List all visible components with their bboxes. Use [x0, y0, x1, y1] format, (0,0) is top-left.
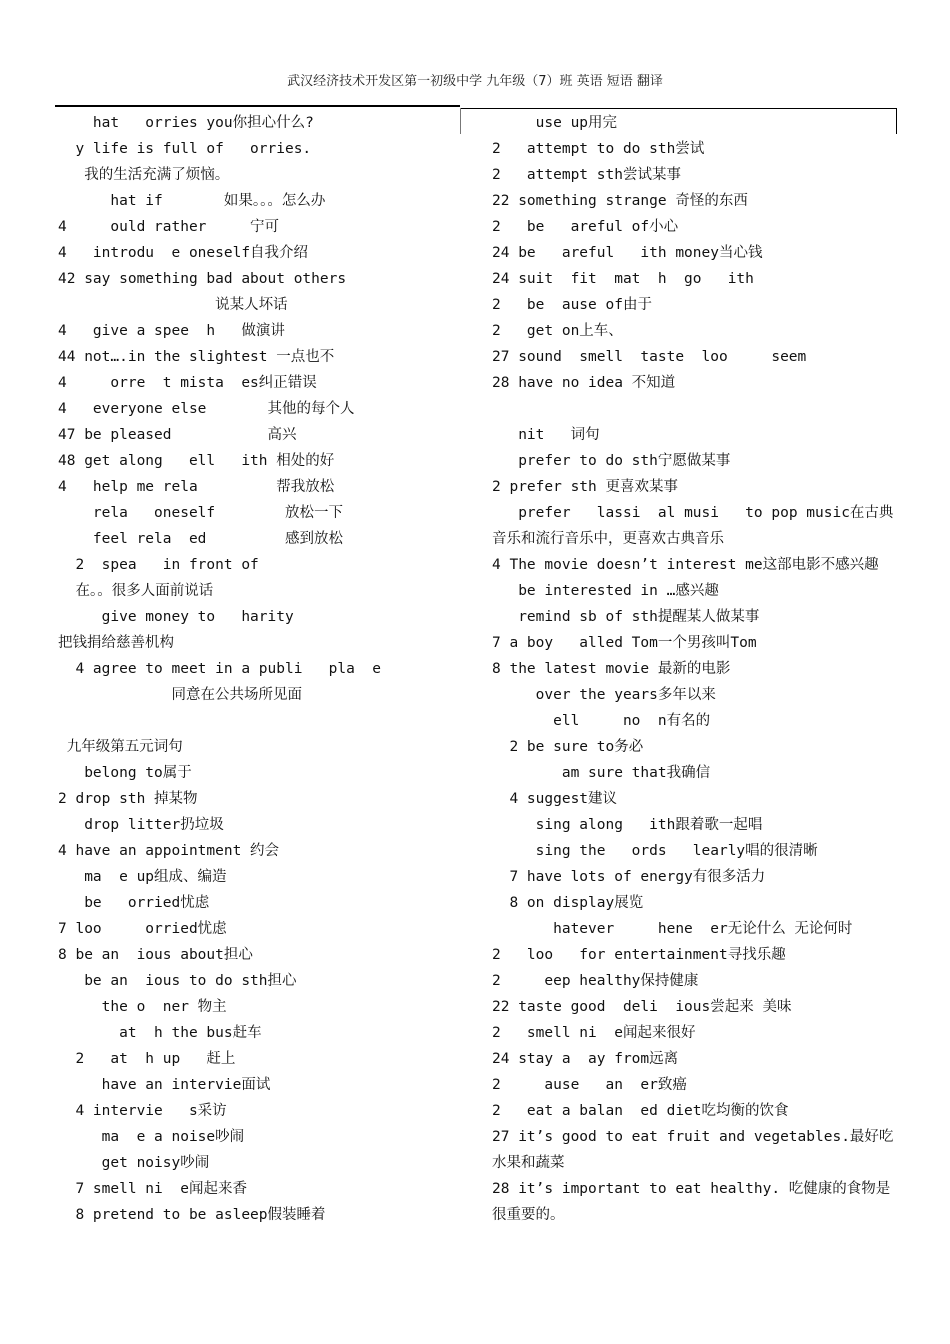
left-phrase-line: 4 help me rela 帮我放松: [58, 479, 335, 495]
left-phrase-line: give money to harity: [58, 609, 294, 625]
left-phrase-line: 42 say something bad about others: [58, 271, 347, 287]
left-phrase-line: rela oneself 放松一下: [58, 505, 343, 521]
left-phrase-line: [58, 708, 458, 734]
left-phrase-line: 4 orre t mista es纠正错误: [58, 375, 317, 391]
right-phrase-line: 2 loo for entertainment寻找乐趣: [492, 947, 786, 963]
right-phrase-line: 2 be sure to务必: [492, 739, 644, 755]
left-phrase-line: 4 give a spee h 做演讲: [58, 323, 285, 339]
right-phrase-line: 7 have lots of energy有很多活力: [492, 869, 766, 885]
right-phrase-line: 2 get on上车、: [492, 323, 623, 339]
right-phrase-line: use up用完: [492, 115, 618, 131]
right-phrase-line: 2 be areful of小心: [492, 219, 679, 235]
left-phrase-line: 九年级第五元词句: [58, 739, 183, 755]
right-phrase-line: 22 taste good deli ious尝起来 美味: [492, 999, 792, 1015]
right-phrase-line: 28 it’s important to eat healthy. 吃健康的食物是很重要的。: [492, 1181, 891, 1223]
right-phrase-line: be interested in …感兴趣: [492, 583, 719, 599]
right-phrase-line: 2 prefer sth 更喜欢某事: [492, 479, 678, 495]
right-phrase-line: 2 attempt sth尝试某事: [492, 167, 681, 183]
right-phrase-line: prefer lassi al musi to pop music在古典音乐和流行音乐中，更喜欢古典音乐: [492, 505, 894, 547]
left-phrase-line: feel rela ed 感到放松: [58, 531, 343, 547]
left-phrase-line: 44 not….in the slightest 一点也不: [58, 349, 335, 365]
right-phrase-line: 24 be areful ith money当心钱: [492, 245, 763, 261]
left-phrase-line: 把钱捐给慈善机构: [58, 635, 174, 651]
right-column: [492, 110, 902, 1228]
left-phrase-line: 8 be an ious about担心: [58, 947, 253, 963]
right-phrase-line: 27 it’s good to eat fruit and vegetables.最好吃水果和蔬菜: [492, 1129, 894, 1171]
left-phrase-line: 4 everyone else 其他的每个人: [58, 401, 355, 417]
left-phrase-line: belong to属于: [58, 765, 192, 781]
left-phrase-line: 4 agree to meet in a publi pla e: [58, 661, 382, 677]
right-phrase-line: sing the ords learly唱的很清晰: [492, 843, 818, 859]
left-phrase-line: 4 ould rather 宁可: [58, 219, 280, 235]
right-phrase-line: 2 smell ni e闻起来很好: [492, 1025, 696, 1041]
left-phrase-line: 在。。很多人面前说话: [58, 583, 214, 599]
left-phrase-line: 说某人坏话: [58, 297, 288, 313]
left-phrase-line: y life is full of orries.: [58, 141, 312, 157]
right-phrase-line: hatever hene er无论什么 无论何时: [492, 921, 853, 937]
left-phrase-line: 2 spea in front of: [58, 557, 259, 573]
left-phrase-line: 2 at h up 赶上: [58, 1051, 236, 1067]
left-phrase-line: 4 introdu e oneself自我介绍: [58, 245, 309, 261]
left-phrase-line: 48 get along ell ith 相处的好: [58, 453, 335, 469]
left-phrase-line: the o ner 物主: [58, 999, 227, 1015]
page-header: 武汉经济技术开发区第一初级中学 九年级（7）班 英语 短语 翻译: [287, 74, 663, 89]
right-phrase-line: 8 the latest movie 最新的电影: [492, 661, 731, 677]
left-phrase-line: get noisy吵闹: [58, 1155, 210, 1171]
left-phrase-line: 8 pretend to be asleep假装睡着: [58, 1207, 326, 1223]
left-phrase-line: hat if 如果。。。怎么办: [58, 193, 326, 209]
right-phrase-line: remind sb of sth提醒某人做某事: [492, 609, 760, 625]
left-phrase-line: be orried忧虑: [58, 895, 210, 911]
right-phrase-line: sing along ith跟着歌一起唱: [492, 817, 763, 833]
right-phrase-line: 24 stay a ay from远离: [492, 1051, 679, 1067]
left-column: [58, 110, 458, 1228]
column-divider: [460, 108, 461, 134]
left-phrase-line: ma e up组成、编造: [58, 869, 227, 885]
right-phrase-line: 4 The movie doesn’t interest me这部电影不感兴趣: [492, 557, 879, 573]
right-phrase-line: 4 suggest建议: [492, 791, 618, 807]
right-phrase-line: 2 eep healthy保持健康: [492, 973, 699, 989]
right-phrase-line: am sure that我确信: [492, 765, 711, 781]
right-phrase-line: 2 attempt to do sth尝试: [492, 141, 705, 157]
left-phrase-line: 47 be pleased 高兴: [58, 427, 297, 443]
header-rule-left: [55, 105, 460, 107]
right-phrase-line: [492, 396, 902, 422]
right-phrase-line: prefer to do sth宁愿做某事: [492, 453, 731, 469]
right-phrase-line: over the years多年以来: [492, 687, 716, 703]
right-phrase-line: nit 词句: [492, 427, 600, 443]
left-phrase-line: drop litter扔垃圾: [58, 817, 224, 833]
left-phrase-line: be an ious to do sth担心: [58, 973, 297, 989]
right-phrase-line: 8 on display展览: [492, 895, 644, 911]
right-phrase-line: 22 something strange 奇怪的东西: [492, 193, 748, 209]
right-phrase-line: 2 be ause of由于: [492, 297, 652, 313]
left-phrase-line: 4 have an appointment 约会: [58, 843, 280, 859]
right-phrase-line: 2 eat a balan ed diet吃均衡的饮食: [492, 1103, 789, 1119]
right-phrase-line: 28 have no idea 不知道: [492, 375, 676, 391]
right-phrase-line: 27 sound smell taste loo seem: [492, 349, 807, 365]
right-phrase-line: ell no n有名的: [492, 713, 711, 729]
right-phrase-line: 2 ause an er致癌: [492, 1077, 687, 1093]
left-phrase-line: 2 drop sth 掉某物: [58, 791, 198, 807]
left-phrase-line: 4 intervie s采访: [58, 1103, 227, 1119]
left-phrase-line: 我的生活充满了烦恼。: [58, 167, 230, 183]
right-phrase-line: 7 a boy alled Tom一个男孩叫Tom: [492, 635, 757, 651]
left-phrase-line: ma e a noise吵闹: [58, 1129, 245, 1145]
left-phrase-line: hat orries you你担心什么?: [58, 115, 314, 131]
left-phrase-line: at h the bus赶车: [58, 1025, 262, 1041]
left-phrase-line: have an intervie面试: [58, 1077, 271, 1093]
left-phrase-line: 同意在公共场所见面: [58, 687, 302, 703]
left-phrase-line: 7 loo orried忧虑: [58, 921, 227, 937]
left-phrase-line: 7 smell ni e闻起来香: [58, 1181, 247, 1197]
header-rule-right: [460, 108, 897, 109]
right-phrase-line: 24 suit fit mat h go ith: [492, 271, 754, 287]
